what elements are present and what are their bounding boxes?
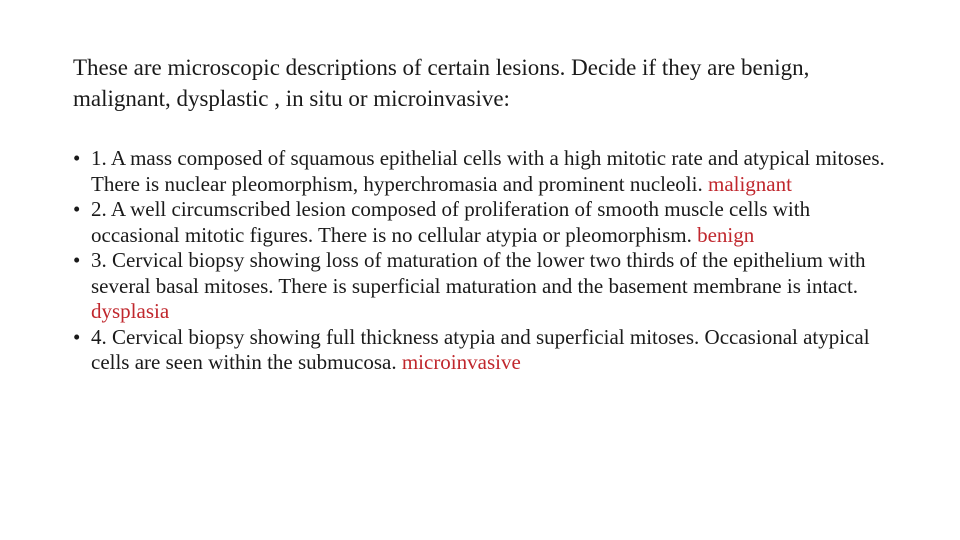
list-item [73,325,893,376]
item-answer: dysplasia [91,299,170,323]
item-description: 3. Cervical biopsy showing loss of maturation of the lower two thirds of the epithelium with several basal mitoses. There is superficial maturation and the basement membrane is intact. [91,248,866,298]
intro-text: These are microscopic descriptions of certain lesions. Decide if they are benign, malignant, dysplastic , in situ or microinvasive: [73,55,810,111]
list-item [73,146,893,197]
question-list [73,146,893,376]
item-answer: microinvasive [401,350,521,374]
item-description: 4. Cervical biopsy showing full thickness atypia and superficial mitoses. Occasional atypical cells are seen within the submucosa. [91,324,870,374]
bullet-icon: • [73,324,81,349]
item-description: 2. A well circumscribed lesion composed of proliferation of smooth muscle cells with occasional mitotic figures. There is no cellular atypia or pleomorphism. [91,197,811,247]
item-answer: benign [697,222,755,247]
bullet-icon: • [73,248,81,272]
item-answer: malignant [707,171,792,196]
bullet-icon: • [73,146,81,170]
bullet-icon: • [73,197,81,221]
item-description: 1. A mass composed of squamous epithelial cells with a high mitotic rate and atypical mitoses. There is nuclear pleomorphism, hyperchromasia and prominent nucleoli. [91,146,885,196]
list-item [73,197,893,248]
list-item [73,248,893,325]
